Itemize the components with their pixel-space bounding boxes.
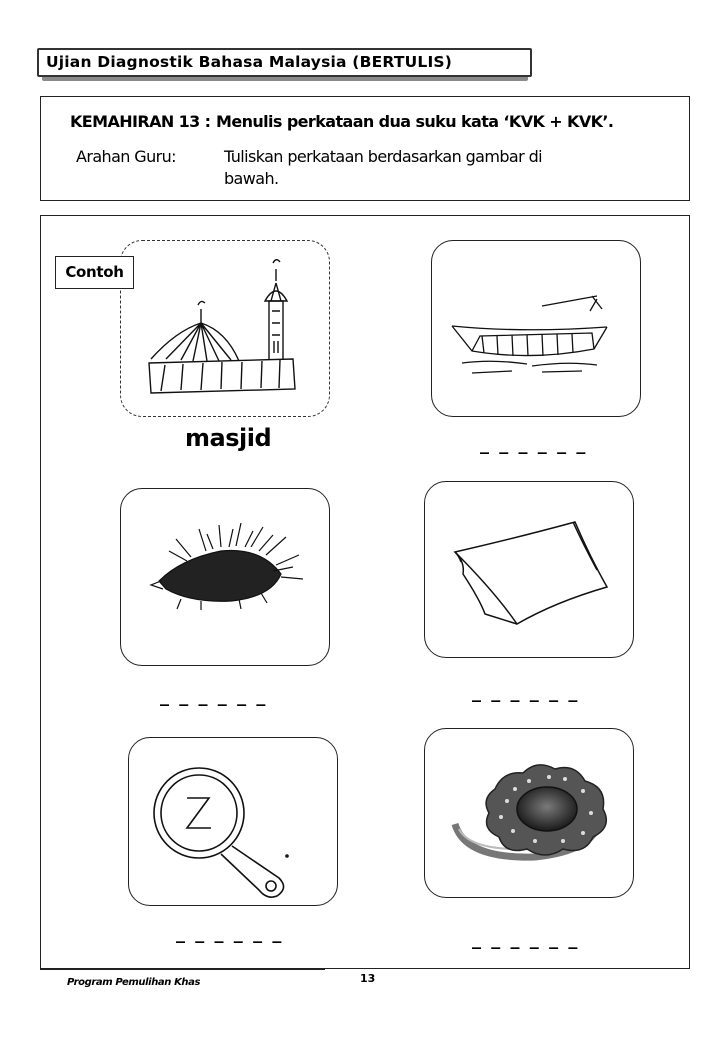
answer-blank-3[interactable]: _ _ _ _ _ _: [472, 682, 580, 703]
ring-icon: [425, 729, 633, 897]
picture-card-boat: [431, 240, 641, 417]
skill-box: [40, 96, 690, 201]
footer-divider: [40, 969, 325, 970]
instruction-line-2: bawah.: [224, 169, 279, 188]
mosque-icon: [121, 241, 329, 416]
page-title: Ujian Diagnostik Bahasa Malaysia (BERTULIS): [37, 48, 532, 77]
hand-mirror-icon: [129, 738, 337, 905]
porcupine-icon: [121, 489, 329, 665]
skill-label: KEMAHIRAN 13 :: [70, 112, 211, 131]
title-banner: [37, 48, 528, 80]
answer-blank-2[interactable]: _ _ _ _ _ _: [160, 686, 268, 707]
instruction-line-1: Tuliskan perkataan berdasarkan gambar di: [224, 147, 542, 166]
picture-card-pillow: [424, 481, 634, 658]
picture-card-ring: [424, 728, 634, 898]
example-word: masjid: [185, 424, 272, 452]
skill-description: Menulis perkataan dua suku kata ‘KVK + KVK’.: [216, 112, 614, 131]
boat-icon: [432, 241, 640, 416]
answer-blank-5[interactable]: _ _ _ _ _ _: [472, 929, 580, 950]
page-number: 13: [360, 972, 376, 985]
answer-blank-4[interactable]: _ _ _ _ _ _: [176, 923, 284, 944]
picture-card-mirror: [128, 737, 338, 906]
picture-card-porcupine: [120, 488, 330, 666]
answer-blank-1[interactable]: _ _ _ _ _ _: [480, 434, 588, 455]
footer-program: Program Pemulihan Khas: [67, 977, 201, 988]
example-card: [120, 240, 330, 417]
pillow-icon: [425, 482, 633, 657]
example-tag: Contoh: [55, 256, 134, 289]
instruction-label: Arahan Guru:: [76, 147, 176, 166]
